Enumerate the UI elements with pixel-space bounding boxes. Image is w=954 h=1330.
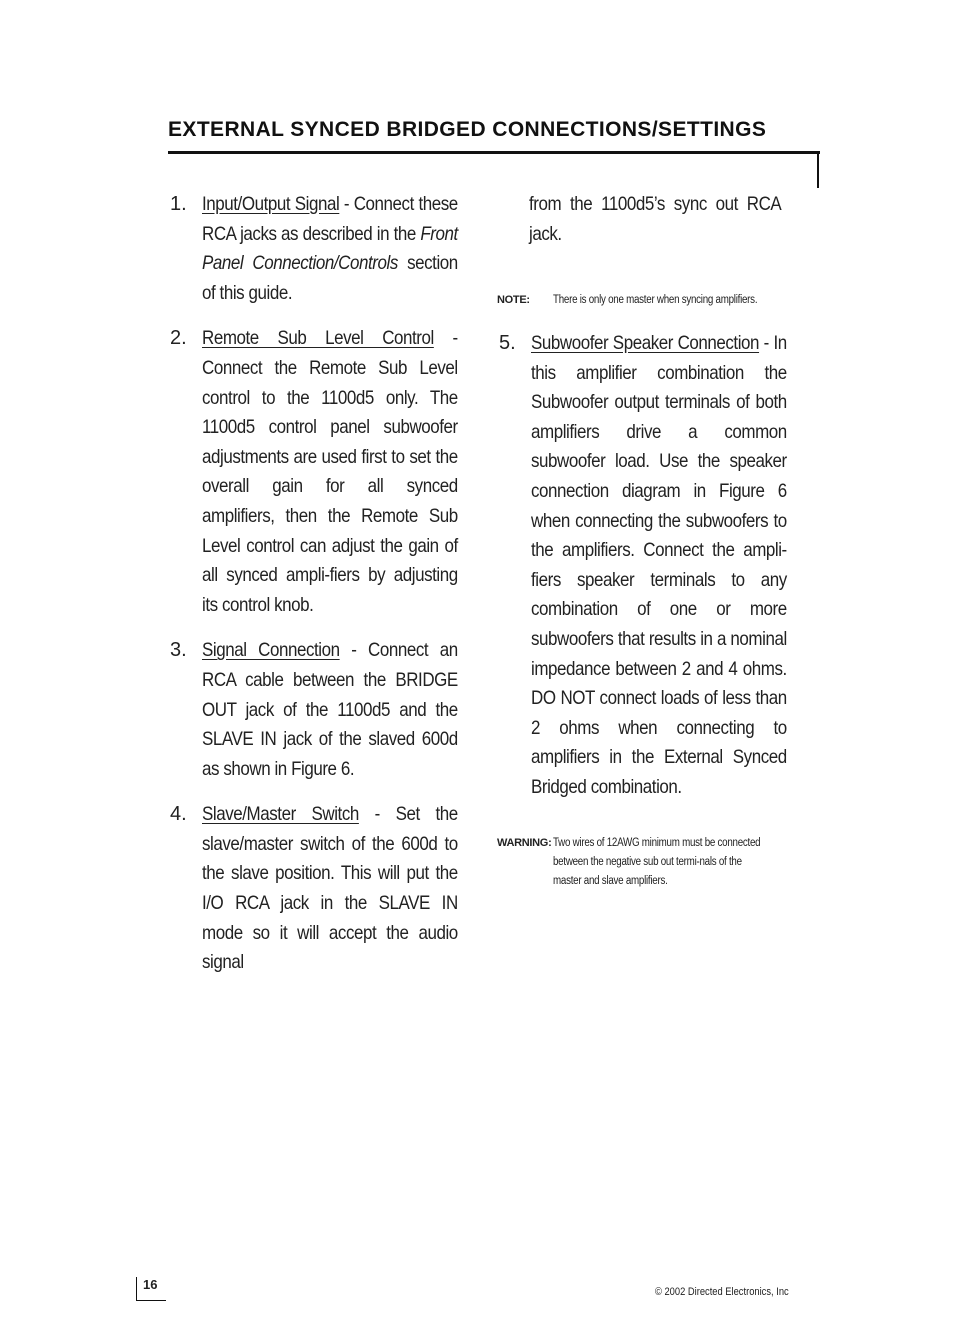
- item-number: 1.: [170, 193, 187, 215]
- list-item: [497, 329, 785, 803]
- item-label: Input/Output Signal: [202, 193, 340, 215]
- item-label: Remote Sub Level Control: [202, 327, 434, 350]
- title-rule-corner: [817, 151, 819, 188]
- list-item: [168, 324, 458, 620]
- note-text: There is only one master when syncing amplifiers.: [553, 294, 758, 306]
- note: [497, 291, 797, 310]
- item-text: - Connect the Remote Sub Level control to the 1100d5 only. The 1100d5 control panel subwoofer adjustments are used first to set the overall gain for all synced amplifiers, then the Remote Sub Level control can adjust the gain of all synced ampli-fiers by adjusting its control knob.: [202, 327, 458, 616]
- item-continuation: from the 1100d5’s sync out RCA jack.: [529, 193, 782, 245]
- item-number: 5.: [499, 332, 516, 354]
- copyright: © 2002 Directed Electronics, Inc: [655, 1286, 789, 1298]
- page-number-rule: [136, 1300, 166, 1301]
- list-item: [168, 190, 458, 308]
- item-text: section of this guide.: [202, 252, 458, 304]
- item-text: - Connect an RCA cable between the BRIDGE OUT jack of the 1100d5 and the SLAVE IN jack of the slaved 600d as shown in Figure 6.: [202, 639, 458, 780]
- note-tag: NOTE:: [497, 294, 530, 306]
- page-number: 16: [143, 1277, 158, 1292]
- list-item: [168, 800, 458, 978]
- item-text: - Connect these RCA jacks as described in the: [202, 193, 458, 245]
- right-column: [497, 190, 785, 249]
- item-number: 3.: [170, 639, 187, 662]
- item-text: - In this amplifier combination the Subwoofer output terminals of both amplifiers drive a common subwoofer load. Use the speaker connection diagram in Figure 6 when connecting the subwoofers to the amplifiers. Connect the ampli-fiers speaker terminals to any combination of one or more subwoofers that results in a nominal impedance between 2 and 4 ohms. DO NOT connect loads of less than 2 ohms when connecting to amplifiers in the External Synced Bridged combination.: [531, 332, 787, 798]
- right-list: [497, 329, 785, 803]
- page-number-rule: [136, 1277, 137, 1301]
- item-label: Slave/Master Switch: [202, 803, 359, 826]
- item-number: 4.: [170, 803, 187, 826]
- warning-tag: WARNING:: [497, 837, 552, 849]
- item-label: Subwoofer Speaker Connection: [531, 332, 760, 354]
- warning-text: Two wires of 12AWG minimum must be connected between the negative sub out termi-nals of the master and slave amplifiers.: [553, 837, 761, 887]
- page-title: EXTERNAL SYNCED BRIDGED CONNECTIONS/SETTINGS: [168, 118, 767, 141]
- title-rule: [168, 151, 820, 154]
- item-text: - Set the slave/master switch of the 600d to the slave position. This will put the I/O RCA jack in the SLAVE IN mode so it will accept the audio signal: [202, 803, 458, 974]
- item-label: Signal Connection: [202, 639, 340, 662]
- list-item: [168, 636, 458, 784]
- item-italic-ref: Front Panel Connection/Controls: [202, 222, 458, 275]
- item-number: 2.: [170, 327, 187, 350]
- left-column: [168, 190, 458, 994]
- warning-note: [497, 834, 797, 891]
